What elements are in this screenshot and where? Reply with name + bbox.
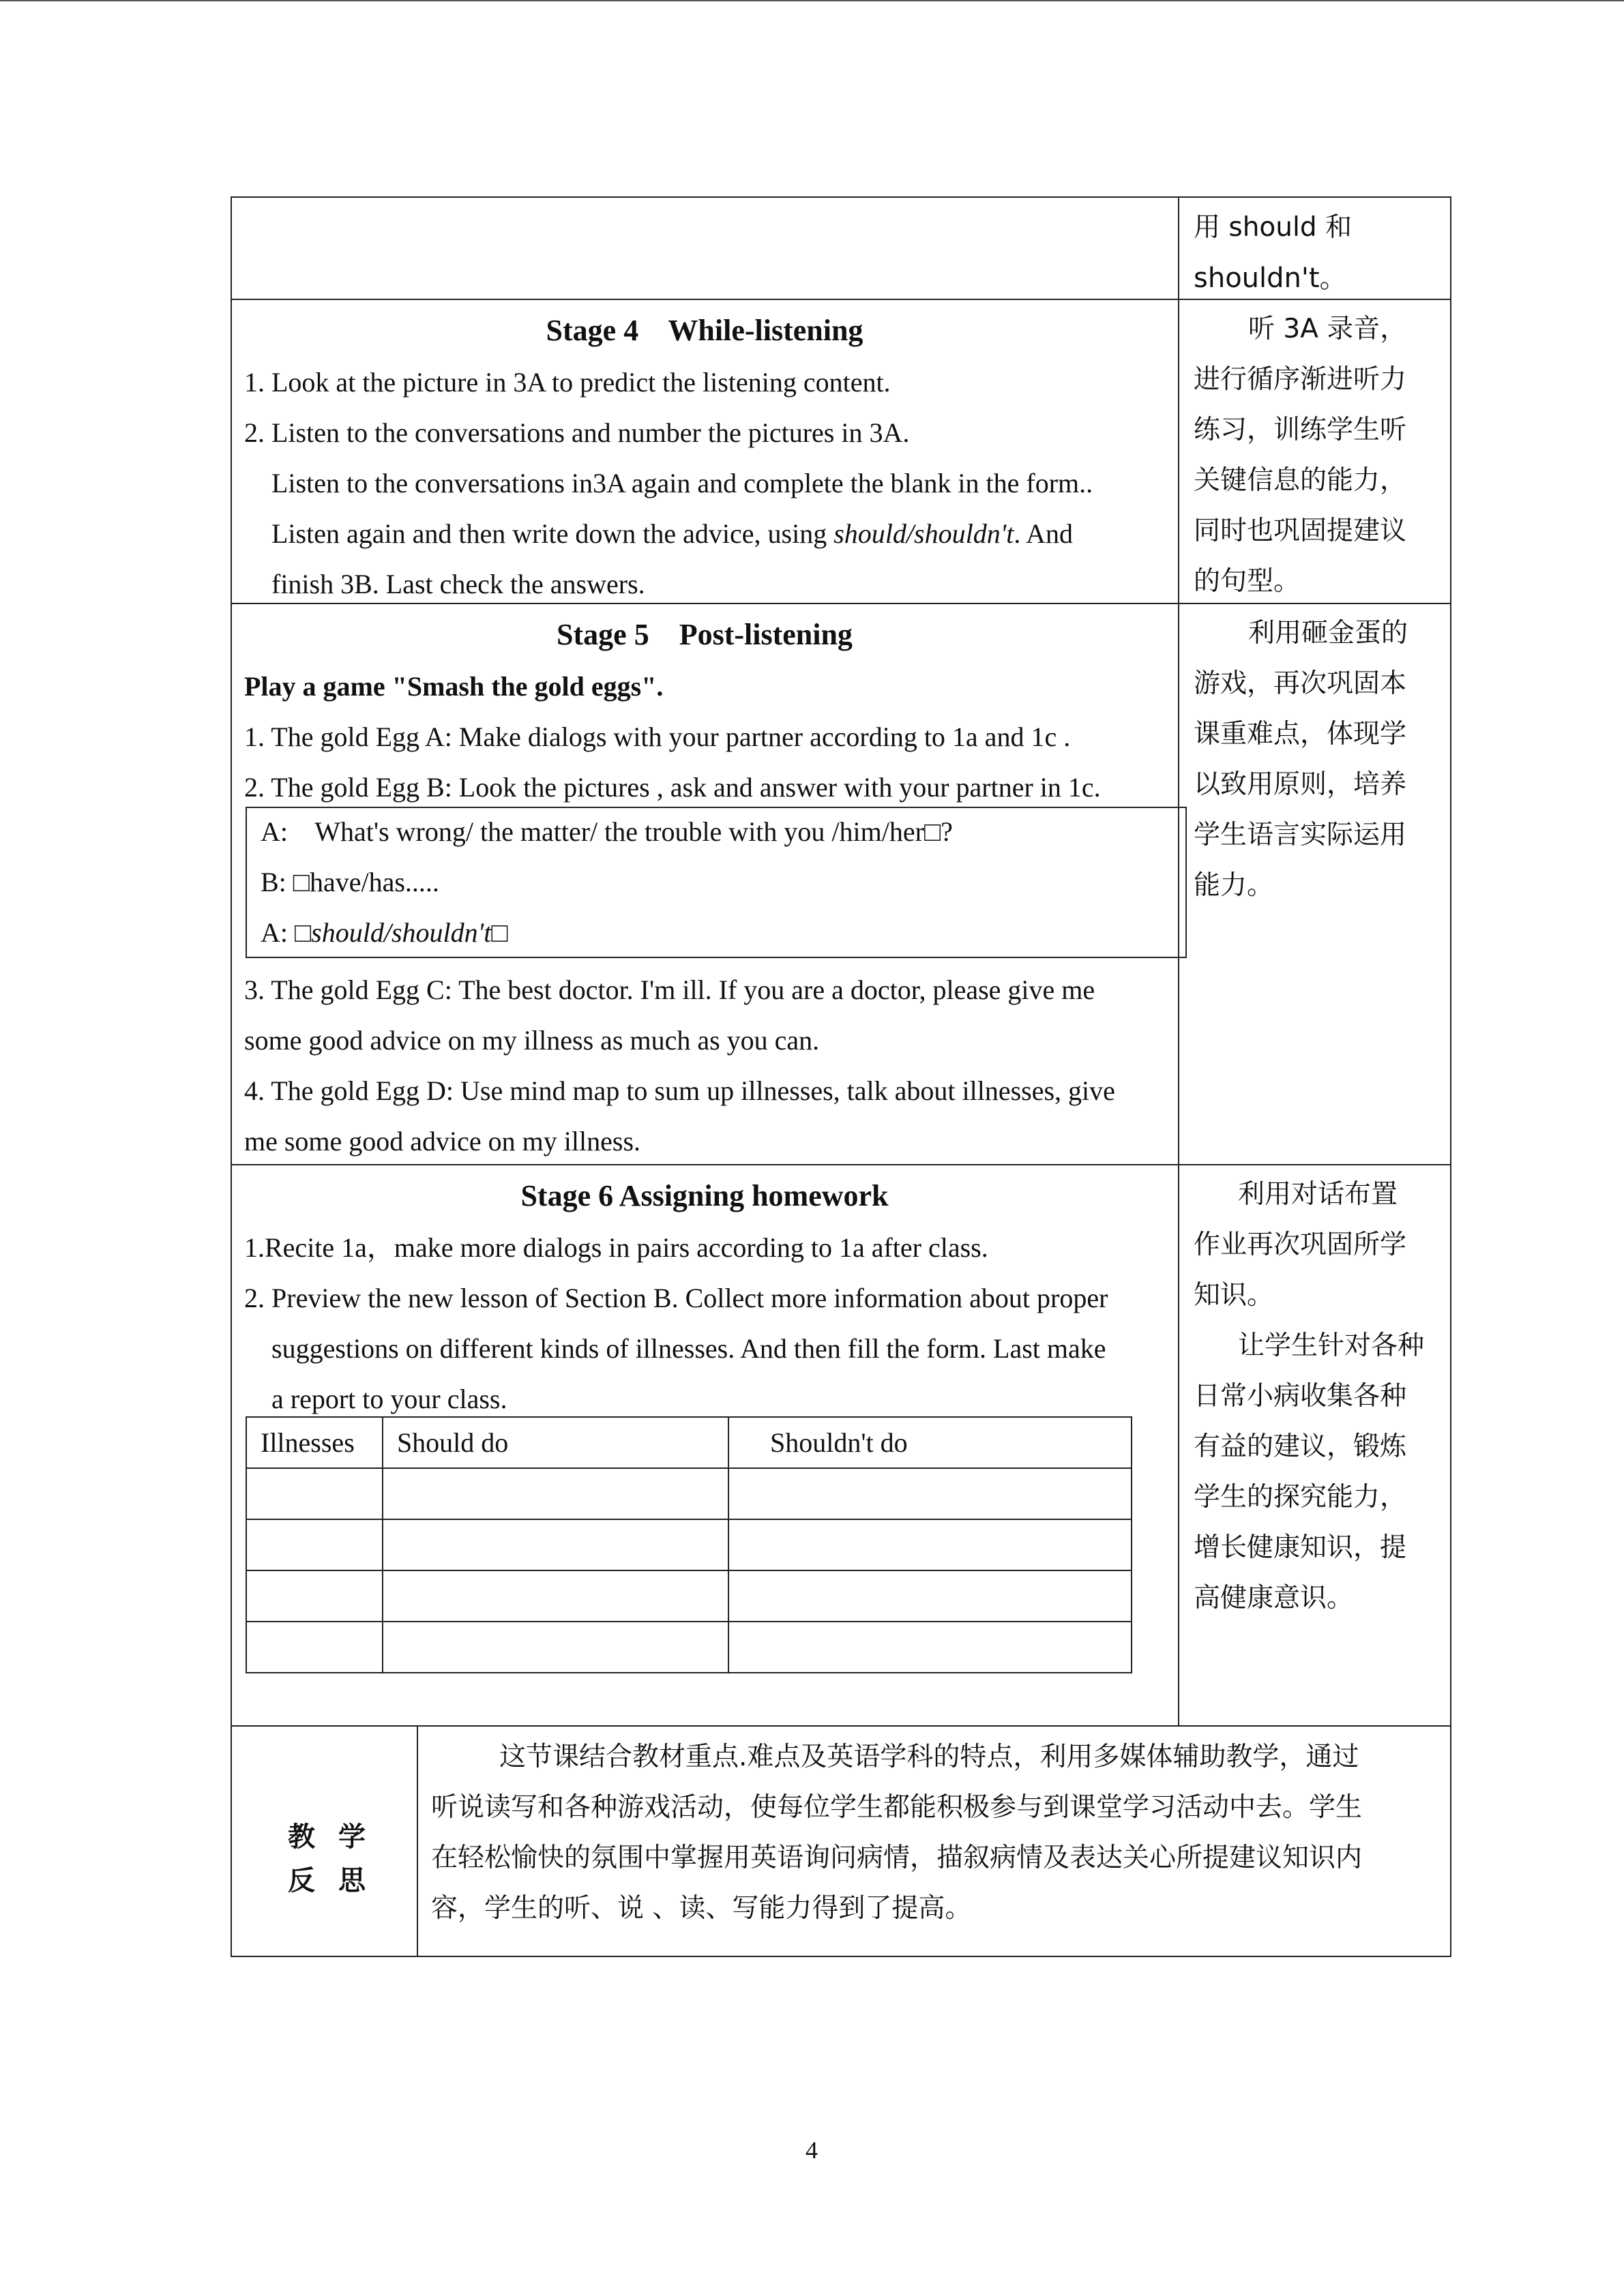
note-line: 游戏，再次巩固本 xyxy=(1194,668,1407,699)
stage6-line: 2. Preview the new lesson of Section B. Collect more information about proper xyxy=(244,1283,1108,1313)
stage4-line: 2. Listen to the conversations and number the pictures in 3A. xyxy=(244,417,910,448)
table-row xyxy=(246,1417,1132,1468)
reflection-line: 在轻松愉快的氛围中掌握用英语询问病情，描叙病情及表达关心所提建议知识内 xyxy=(431,1843,1363,1873)
row-divider-4 xyxy=(231,1725,1451,1727)
table-cell[interactable] xyxy=(383,1519,728,1570)
stage4-line: Listen to the conversations in3A again and complete the blank in the form.. xyxy=(271,468,1093,498)
stage5-more xyxy=(244,965,1165,1167)
note-line: 学生语言实际运用 xyxy=(1194,820,1407,850)
table-bottom-border xyxy=(231,1956,1451,1957)
note-line: 进行循序渐进听力 xyxy=(1194,364,1407,395)
note-line: 练习，训练学生听 xyxy=(1194,415,1407,445)
note-line: 有益的建议，锻炼 xyxy=(1194,1431,1407,1462)
stage5-note xyxy=(1194,608,1439,911)
dialog-line: A: What's wrong/ the matter/ the trouble with you /him/her□? xyxy=(261,816,953,847)
table-cell[interactable] xyxy=(246,1622,383,1673)
stage5-section xyxy=(244,608,1165,813)
table-right-border xyxy=(1450,196,1451,1957)
table-cell[interactable] xyxy=(246,1570,383,1622)
table-header-should: Should do xyxy=(383,1417,728,1468)
note-line: 用 should 和 xyxy=(1194,212,1353,243)
top-row-note xyxy=(1194,203,1439,303)
reflection-label-line1: 教学 xyxy=(288,1821,389,1853)
dialog-line: A: □should/shouldn't□ xyxy=(261,917,508,948)
note-line: 日常小病收集各种 xyxy=(1194,1381,1407,1412)
should-shouldnt-italic: should/shouldn't xyxy=(311,917,492,948)
dialog-line: B: □have/has..... xyxy=(261,867,439,897)
stage4-advice-text: Listen again and then write down the advice, using should/shouldn't. And xyxy=(271,518,1074,549)
stage6-line: a report to your class. xyxy=(271,1384,507,1414)
stage5-game: Play a game "Smash the gold eggs". xyxy=(244,671,664,702)
table-row xyxy=(246,1570,1132,1622)
note-line: 课重难点，体现学 xyxy=(1194,719,1407,749)
stage4-line xyxy=(244,509,1165,559)
stage6-line: 1.Recite 1a，make more dialogs in pairs according to 1a after class. xyxy=(244,1232,988,1263)
table-cell[interactable] xyxy=(383,1468,728,1519)
note-line: 以致用原则，培养 xyxy=(1194,769,1407,800)
stage6-title: Stage 6 Assigning homework xyxy=(520,1179,889,1212)
column-divider xyxy=(1178,196,1179,1727)
table-cell[interactable] xyxy=(246,1468,383,1519)
note-line: 作业再次巩固所学 xyxy=(1194,1229,1407,1260)
reflection-line: 容，学生的听、说 、读、写能力得到了提高。 xyxy=(431,1893,972,1924)
reflection-label-line2: 反思 xyxy=(288,1865,389,1896)
table-header-shouldnt: Shouldn't do xyxy=(728,1417,1132,1468)
table-cell[interactable] xyxy=(728,1622,1132,1673)
reflection-line: 这节课结合教材重点.难点及英语学科的特点，利用多媒体辅助教学，通过 xyxy=(499,1742,1359,1772)
note-line: 增长健康知识，提 xyxy=(1194,1532,1407,1563)
stage5-title: Stage 5 Post-listening xyxy=(557,618,853,651)
note-line: 高健康意识。 xyxy=(1194,1583,1354,1613)
table-cell[interactable] xyxy=(383,1570,728,1622)
table-row xyxy=(246,1622,1132,1673)
stage4-section xyxy=(244,304,1165,610)
table-cell[interactable] xyxy=(383,1622,728,1673)
note-line: shouldn't。 xyxy=(1194,263,1347,294)
stage5-line: 4. The gold Egg D: Use mind map to sum up illnesses, talk about illnesses, give xyxy=(244,1075,1115,1106)
stage4-line: 1. Look at the picture in 3A to predict the listening content. xyxy=(244,367,891,398)
dialog-box xyxy=(246,807,1187,958)
table-row xyxy=(246,1468,1132,1519)
page-number: 4 xyxy=(806,2136,818,2164)
stage5-line: 2. The gold Egg B: Look the pictures , ask and answer with your partner in 1c. xyxy=(244,772,1101,803)
note-line: 利用砸金蛋的 xyxy=(1248,618,1408,648)
table-top-border xyxy=(231,196,1451,198)
stage5-line: some good advice on my illness as much as you can. xyxy=(244,1025,820,1056)
stage6-line: suggestions on different kinds of illnesses. And then fill the form. Last make xyxy=(271,1333,1106,1364)
table-cell[interactable] xyxy=(728,1570,1132,1622)
table-cell[interactable] xyxy=(246,1519,383,1570)
homework-form xyxy=(246,1416,1132,1673)
stage4-line: finish 3B. Last check the answers. xyxy=(271,569,645,599)
stage5-line: 3. The gold Egg C: The best doctor. I'm ill. If you are a doctor, please give me xyxy=(244,974,1095,1005)
note-line: 听 3A 录音， xyxy=(1248,314,1407,344)
table-cell[interactable] xyxy=(728,1468,1132,1519)
stage4-title: Stage 4 While-listening xyxy=(546,314,863,347)
note-line: 知识。 xyxy=(1194,1280,1274,1311)
reflection-divider xyxy=(417,1725,418,1957)
stage4-note xyxy=(1194,304,1439,607)
note-line: 的句型。 xyxy=(1194,566,1301,597)
reflection-line: 听说读写和各种游戏活动，使每位学生都能积极参与到课堂学习活动中去。学生 xyxy=(431,1792,1363,1823)
stage6-note xyxy=(1194,1169,1439,1624)
should-shouldnt-italic: should/shouldn't xyxy=(833,518,1014,549)
reflection-text xyxy=(431,1732,1441,1934)
note-line: 同时也巩固提建议 xyxy=(1194,516,1407,546)
note-line: 能力。 xyxy=(1194,870,1274,901)
note-line: 学生的探究能力， xyxy=(1194,1482,1407,1512)
stage5-line: 1. The gold Egg A: Make dialogs with your partner according to 1a and 1c . xyxy=(244,721,1071,752)
stage6-section xyxy=(244,1169,1165,1425)
table-header-illnesses: Illnesses xyxy=(246,1417,383,1468)
table-left-border xyxy=(231,196,232,1957)
page-top-border xyxy=(0,0,1624,1)
table-cell[interactable] xyxy=(728,1519,1132,1570)
note-line: 让学生针对各种 xyxy=(1238,1330,1425,1361)
table-row xyxy=(246,1519,1132,1570)
stage5-line: me some good advice on my illness. xyxy=(244,1126,641,1157)
note-line: 关键信息的能力， xyxy=(1194,465,1407,496)
note-line: 利用对话布置 xyxy=(1238,1179,1398,1210)
